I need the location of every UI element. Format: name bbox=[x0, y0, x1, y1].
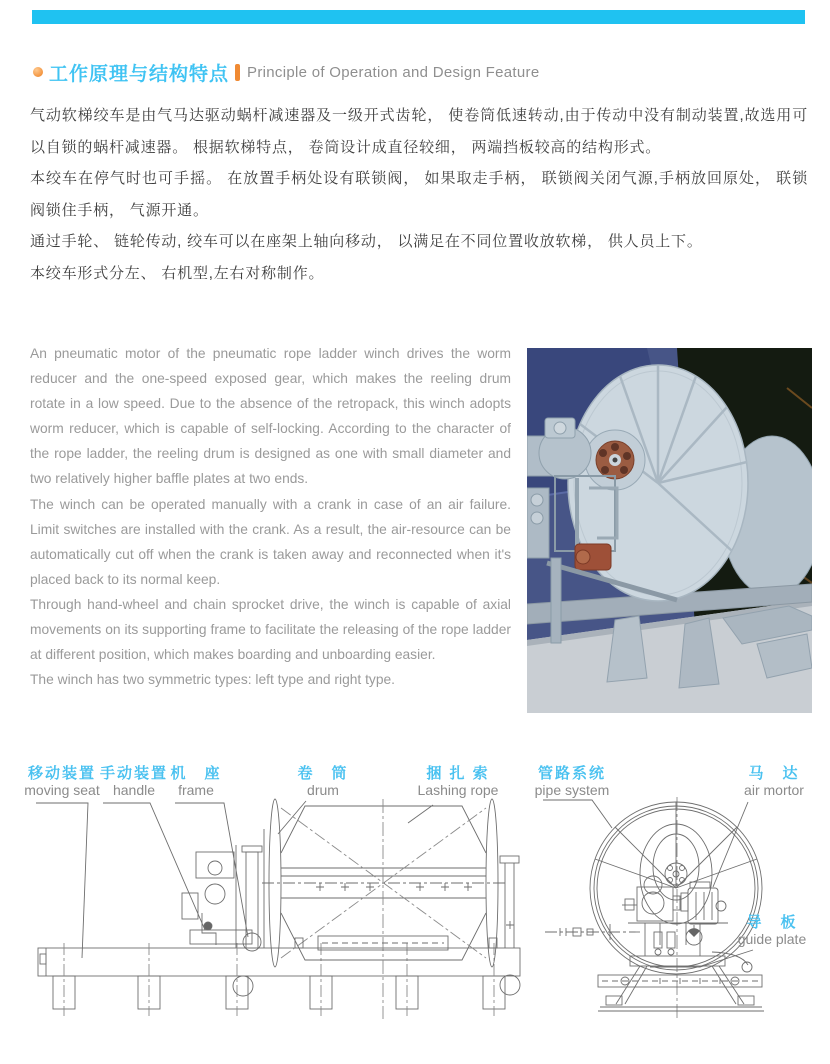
end-view-drawing bbox=[545, 797, 764, 1021]
label-en-drum: drum bbox=[307, 782, 339, 798]
label-zh-moving-seat: 移动装置 bbox=[27, 765, 96, 782]
winch-photo-art bbox=[527, 348, 812, 713]
technical-drawing bbox=[0, 795, 830, 1025]
label-en-moving-seat: moving seat bbox=[24, 782, 100, 798]
section-title-en: Principle of Operation and Design Feature bbox=[247, 63, 540, 81]
pipe-system-drawing bbox=[545, 924, 702, 955]
zh-paragraph: 气动软梯绞车是由气马达驱动蜗杆减速器及一级开式齿轮， 使卷筒低速转动,由于传动中没有制动装置,故选用可以自锁的蜗杆减速器。 根据软梯特点， 卷筒设计成直径较细， 两端挡板较高的结构形式。 bbox=[30, 107, 808, 156]
diagram-label-guide-plate bbox=[730, 913, 814, 947]
label-en-air-motor: air mortor bbox=[744, 782, 804, 798]
en-paragraph: The winch can be operated manually with a crank in case of an air failure. Limit switches are installed with the crank. As a result, the air-resource can be automatically cut off when the crank is taken away and reconnected when it's placed back to its normal keep. bbox=[30, 496, 511, 587]
label-en-pipe-system: pipe system bbox=[534, 782, 610, 798]
label-zh-air-motor: 马 达 bbox=[748, 765, 800, 782]
chinese-description bbox=[30, 100, 808, 290]
label-zh-frame: 机 座 bbox=[170, 765, 222, 782]
end-view-spokes bbox=[595, 802, 757, 888]
diagram-label-air-motor bbox=[734, 764, 814, 798]
diagram-label-frame bbox=[160, 764, 232, 798]
section-header bbox=[33, 60, 539, 84]
en-paragraph: An pneumatic motor of the pneumatic rope ladder winch drives the worm reducer and the one-speed exposed gear, which makes the reeling drum rotate in a low speed. Due to the absence of the retropack, this winch adopts worm reducer, which is capable of self-locking. According to the character of the rope ladder, the reeling drum is designed as one with small diameter and two relatively higher baffle plates at two ends. bbox=[30, 346, 511, 487]
drum-bolt-marks bbox=[316, 883, 472, 891]
side-view-feet bbox=[53, 943, 505, 1016]
title-divider-bar bbox=[235, 64, 240, 81]
zh-paragraph: 本绞车在停气时也可手摇。 在放置手柄处设有联锁阀， 如果取走手柄， 联锁阀关闭气源,手柄放回原处， 联锁阀锁住手柄， 气源开通。 bbox=[30, 170, 808, 219]
top-accent-bar bbox=[32, 10, 805, 24]
hand-wheel-column bbox=[500, 856, 520, 995]
english-description bbox=[30, 341, 511, 692]
orange-dot-icon bbox=[33, 67, 43, 77]
technical-diagram bbox=[0, 755, 830, 1064]
winch-photo bbox=[527, 348, 812, 713]
label-zh-drum: 卷 筒 bbox=[297, 765, 349, 782]
label-en-handle: handle bbox=[112, 782, 156, 798]
side-view-machinery bbox=[182, 829, 264, 996]
label-zh-guide-plate: 导 板 bbox=[746, 914, 798, 931]
label-en-lashing-rope: Lashing rope bbox=[417, 782, 499, 798]
section-title-zh: 工作原理与结构特点 bbox=[49, 63, 230, 85]
label-en-guide-plate: guide plate bbox=[737, 931, 807, 947]
side-view-drawing bbox=[38, 799, 520, 1019]
diagram-label-lashing-rope bbox=[416, 764, 500, 798]
end-view-base bbox=[598, 956, 764, 1011]
label-zh-pipe-system: 管路系统 bbox=[537, 765, 606, 782]
diagram-label-pipe-system bbox=[532, 764, 612, 798]
zh-paragraph: 本绞车形式分左、 右机型,左右对称制作。 bbox=[30, 264, 325, 282]
zh-paragraph: 通过手轮、 链轮传动, 绞车可以在座架上轴向移动， 以满足在不同位置收放软梯， 供人员上下。 bbox=[30, 233, 703, 251]
diagram-label-drum bbox=[285, 764, 361, 798]
diagram-label-moving-seat bbox=[22, 764, 102, 798]
en-paragraph: The winch has two symmetric types: left type and right type. bbox=[30, 672, 396, 688]
label-zh-handle: 手动装置 bbox=[99, 765, 168, 782]
label-en-frame: frame bbox=[178, 782, 214, 798]
en-paragraph: Through hand-wheel and chain sprocket drive, the winch is capable of axial movements on its supporting frame to facilitate the releasing of the rope ladder at different position, which makes boarding and unboarding easier. bbox=[30, 596, 511, 663]
label-zh-lashing-rope: 捆 扎 索 bbox=[426, 765, 490, 782]
